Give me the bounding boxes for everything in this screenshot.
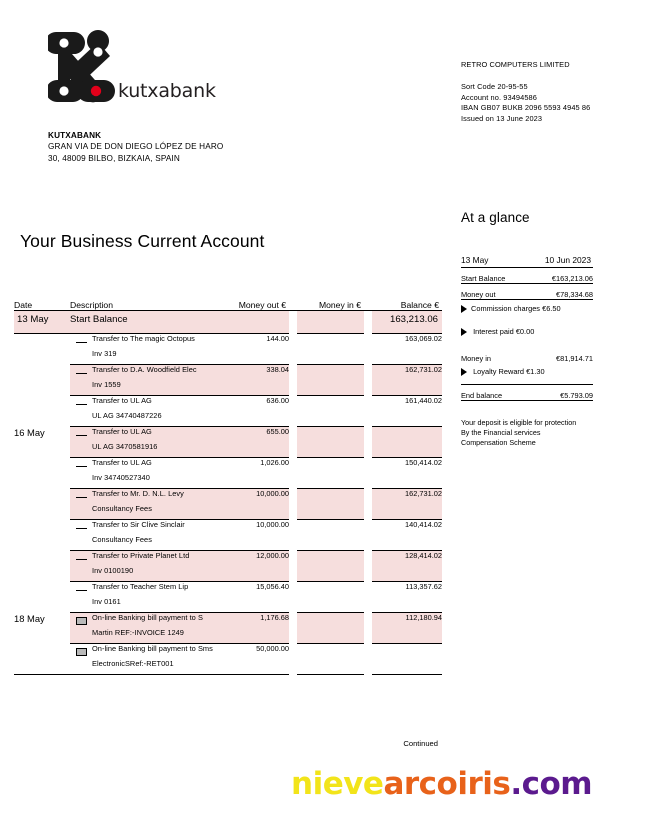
row-money-in <box>297 427 364 443</box>
glance-date-to: 10 Jun 2023 <box>524 255 593 268</box>
customer-sort-code: Sort Code 20-95-55 <box>461 82 528 92</box>
glance-interest-paid-row <box>461 327 636 344</box>
row-balance: 140,414.02 <box>372 520 442 536</box>
table-row <box>14 582 442 598</box>
row-money-out: 50,000.00 <box>217 644 289 660</box>
row-reference: UL AG 3470581916 <box>92 442 217 458</box>
row-money-in <box>297 520 364 536</box>
row-balance <box>372 427 442 443</box>
row-money-in <box>297 551 364 567</box>
table-row <box>14 551 442 567</box>
at-a-glance-panel <box>461 210 636 447</box>
table-row <box>14 365 442 381</box>
row-description: Transfer to UL AG <box>92 427 217 443</box>
start-balance-label: Start Balance <box>70 311 217 334</box>
start-balance-money-in <box>297 311 364 334</box>
dash-icon <box>70 396 92 427</box>
glance-row-end-balance <box>461 385 593 401</box>
row-date <box>14 644 70 675</box>
customer-iban: IBAN GB07 BUKB 2096 5593 4945 86 <box>461 103 591 113</box>
dash-icon <box>70 365 92 396</box>
col-header-date: Date <box>14 300 70 311</box>
row-date <box>14 489 70 520</box>
row-date <box>14 365 70 396</box>
row-reference: Inv 1559 <box>92 380 217 396</box>
row-description: Transfer to Teacher Stem Lip <box>92 582 217 598</box>
glance-loyalty-reward-row <box>461 367 636 384</box>
glance-end-balance-label: End balance <box>461 385 534 401</box>
triangle-right-icon <box>461 368 467 376</box>
glance-loyalty-value: €1.30 <box>526 367 545 376</box>
monitor-icon <box>70 613 92 644</box>
row-reference: UL AG 34740487226 <box>92 411 162 420</box>
row-money-out: 1,176.68 <box>217 613 289 629</box>
row-balance: 113,357.62 <box>372 582 442 598</box>
row-money-in <box>297 582 364 598</box>
triangle-right-icon <box>461 328 467 336</box>
dash-icon <box>70 427 92 458</box>
start-balance-date: 13 May <box>14 311 70 334</box>
note-line-1: Your deposit is eligible for protection <box>461 418 577 427</box>
row-reference: Consultancy Fees <box>92 504 217 520</box>
continued-label: Continued <box>403 739 438 748</box>
row-balance <box>372 644 442 660</box>
row-money-in <box>297 334 364 350</box>
row-reference: ElectronicSRef:-RET001 <box>92 659 174 668</box>
bank-address-line-1: GRAN VIA DE DON DIEGO LÓPEZ DE HARO <box>48 142 224 152</box>
glance-money-out-label: Money out <box>461 284 524 300</box>
monitor-icon <box>70 644 92 675</box>
triangle-right-icon <box>461 305 467 313</box>
row-balance: 161,440.02 <box>372 396 442 412</box>
row-money-out: 10,000.00 <box>217 489 289 505</box>
glance-loyalty-label: Loyalty Reward <box>473 367 524 376</box>
row-balance: 162,731.02 <box>372 489 442 505</box>
row-reference: Inv 0161 <box>92 597 121 606</box>
row-balance: 163,069.02 <box>372 334 442 350</box>
col-header-money-out: Money out € <box>217 300 289 311</box>
dash-icon <box>70 582 92 613</box>
row-money-in <box>297 613 364 629</box>
row-money-in <box>297 458 364 474</box>
glance-row-start-balance <box>461 268 593 284</box>
table-row <box>14 644 442 660</box>
table-row <box>14 489 442 505</box>
row-date <box>14 396 70 427</box>
transaction-table-head <box>14 300 442 311</box>
table-bottom-rule <box>14 675 442 678</box>
row-description: Transfer to The magic Octopus <box>92 334 217 350</box>
glance-date-from: 13 May <box>461 255 524 268</box>
glance-interest-label: Interest paid <box>473 327 514 336</box>
start-balance-amount: 163,213.06 <box>372 311 442 334</box>
row-description: Transfer to Mr. D. N.L. Levy <box>92 489 217 505</box>
col-header-money-in: Money in € <box>297 300 364 311</box>
row-date <box>14 520 70 551</box>
table-row <box>14 396 442 412</box>
table-row <box>14 458 442 474</box>
row-money-in <box>297 365 364 381</box>
start-balance-money-out <box>217 311 289 334</box>
glance-money-in-table <box>461 348 593 363</box>
row-reference: Inv 34740527340 <box>92 473 150 482</box>
customer-name: RETRO COMPUTERS LIMITED <box>461 60 570 69</box>
note-line-3: Compensation Scheme <box>461 438 536 447</box>
dash-icon <box>70 489 92 520</box>
row-reference: Martin REF:-INVOICE 1249 <box>92 628 217 644</box>
bank-logo-block <box>48 28 308 110</box>
table-row <box>14 334 442 350</box>
glance-date-range-row <box>461 255 593 268</box>
row-money-out: 15,056.40 <box>217 582 289 598</box>
glance-interest-value: €0.00 <box>515 327 535 336</box>
table-row <box>14 427 442 443</box>
watermark-part-1: nieve <box>291 766 384 802</box>
glance-start-balance-label: Start Balance <box>461 268 524 284</box>
table-header-row <box>14 300 442 311</box>
row-date <box>14 458 70 489</box>
glance-commission-charges-row <box>461 304 636 321</box>
customer-account-number: Account no. 93494586 <box>461 92 537 102</box>
note-line-2: By the Financial services <box>461 428 541 437</box>
row-reference: Inv 319 <box>92 349 117 358</box>
row-description: Transfer to UL AG <box>92 458 217 474</box>
row-date <box>14 334 70 365</box>
kutxabank-k-logo-icon <box>48 28 126 110</box>
row-money-out: 338.04 <box>217 365 289 381</box>
row-money-out: 12,000.00 <box>217 551 289 567</box>
row-reference: Inv 0100190 <box>92 566 217 582</box>
bank-wordmark: kutxabank <box>118 80 216 102</box>
row-money-out: 144.00 <box>217 334 289 350</box>
watermark-part-2: arcoiris <box>383 766 511 802</box>
bank-address-line-2: 30, 48009 BILBO, BIZKAIA, SPAIN <box>48 153 180 163</box>
table-row <box>14 613 442 629</box>
row-date <box>14 582 70 613</box>
glance-money-in-value: €81,914.71 <box>556 354 593 363</box>
row-money-in <box>297 489 364 505</box>
row-date: 16 May <box>14 427 70 458</box>
glance-end-balance-value: €5.793.09 <box>534 385 593 401</box>
transaction-table-body <box>14 311 442 678</box>
row-date: 18 May <box>14 613 70 644</box>
row-description: Transfer to Sir Clive Sinclair <box>92 520 217 536</box>
row-money-out: 636.00 <box>217 396 289 412</box>
transaction-table-area <box>14 300 442 748</box>
glance-summary-table-top <box>461 255 593 300</box>
statement-issued-date: Issued on 13 June 2023 <box>461 113 543 123</box>
glance-row-money-out <box>461 284 593 300</box>
glance-money-out-value: €78,334.68 <box>524 284 593 300</box>
row-money-out: 655.00 <box>217 427 289 443</box>
row-description: On-line Banking bill payment to Sms <box>92 644 217 660</box>
row-money-out: 1,026.00 <box>217 458 289 474</box>
watermark-part-3: .com <box>510 766 593 802</box>
start-balance-row <box>14 311 442 334</box>
customer-details-block <box>461 60 590 124</box>
glance-money-in-label: Money in <box>461 354 491 363</box>
col-header-balance: Balance € <box>372 300 442 311</box>
row-description: Transfer to UL AG <box>92 396 217 412</box>
dash-icon <box>70 458 92 489</box>
glance-start-balance-value: €163,213.06 <box>524 268 593 284</box>
at-a-glance-title: At a glance <box>461 210 530 225</box>
row-money-out: 10,000.00 <box>217 520 289 536</box>
row-balance: 112,180.94 <box>372 613 442 629</box>
dash-icon <box>70 520 92 551</box>
row-balance: 162,731.02 <box>372 365 442 381</box>
row-money-in <box>297 644 364 660</box>
glance-commission-value: €6.50 <box>542 304 561 313</box>
site-watermark <box>291 766 592 802</box>
row-description: Transfer to Private Planet Ltd <box>92 551 217 567</box>
col-header-description: Description <box>70 300 217 311</box>
glance-commission-label: Commission charges <box>471 304 541 313</box>
row-balance: 150,414.02 <box>372 458 442 474</box>
row-description: On-line Banking bill payment to S <box>92 613 217 629</box>
bank-name: KUTXABANK <box>48 131 102 140</box>
dash-icon <box>70 334 92 365</box>
row-money-in <box>297 396 364 412</box>
row-balance: 128,414.02 <box>372 551 442 567</box>
transaction-table <box>14 300 442 677</box>
page-title: Your Business Current Account <box>20 231 265 251</box>
dash-icon <box>70 551 92 582</box>
table-row <box>14 520 442 536</box>
row-description: Transfer to D.A. Woodfield Elec <box>92 365 217 381</box>
deposit-protection-note <box>461 418 576 448</box>
glance-row-money-in <box>461 348 593 363</box>
glance-end-balance-table <box>461 384 593 401</box>
row-date <box>14 551 70 582</box>
row-reference: Consultancy Fees <box>92 535 152 544</box>
bank-address <box>48 130 223 164</box>
